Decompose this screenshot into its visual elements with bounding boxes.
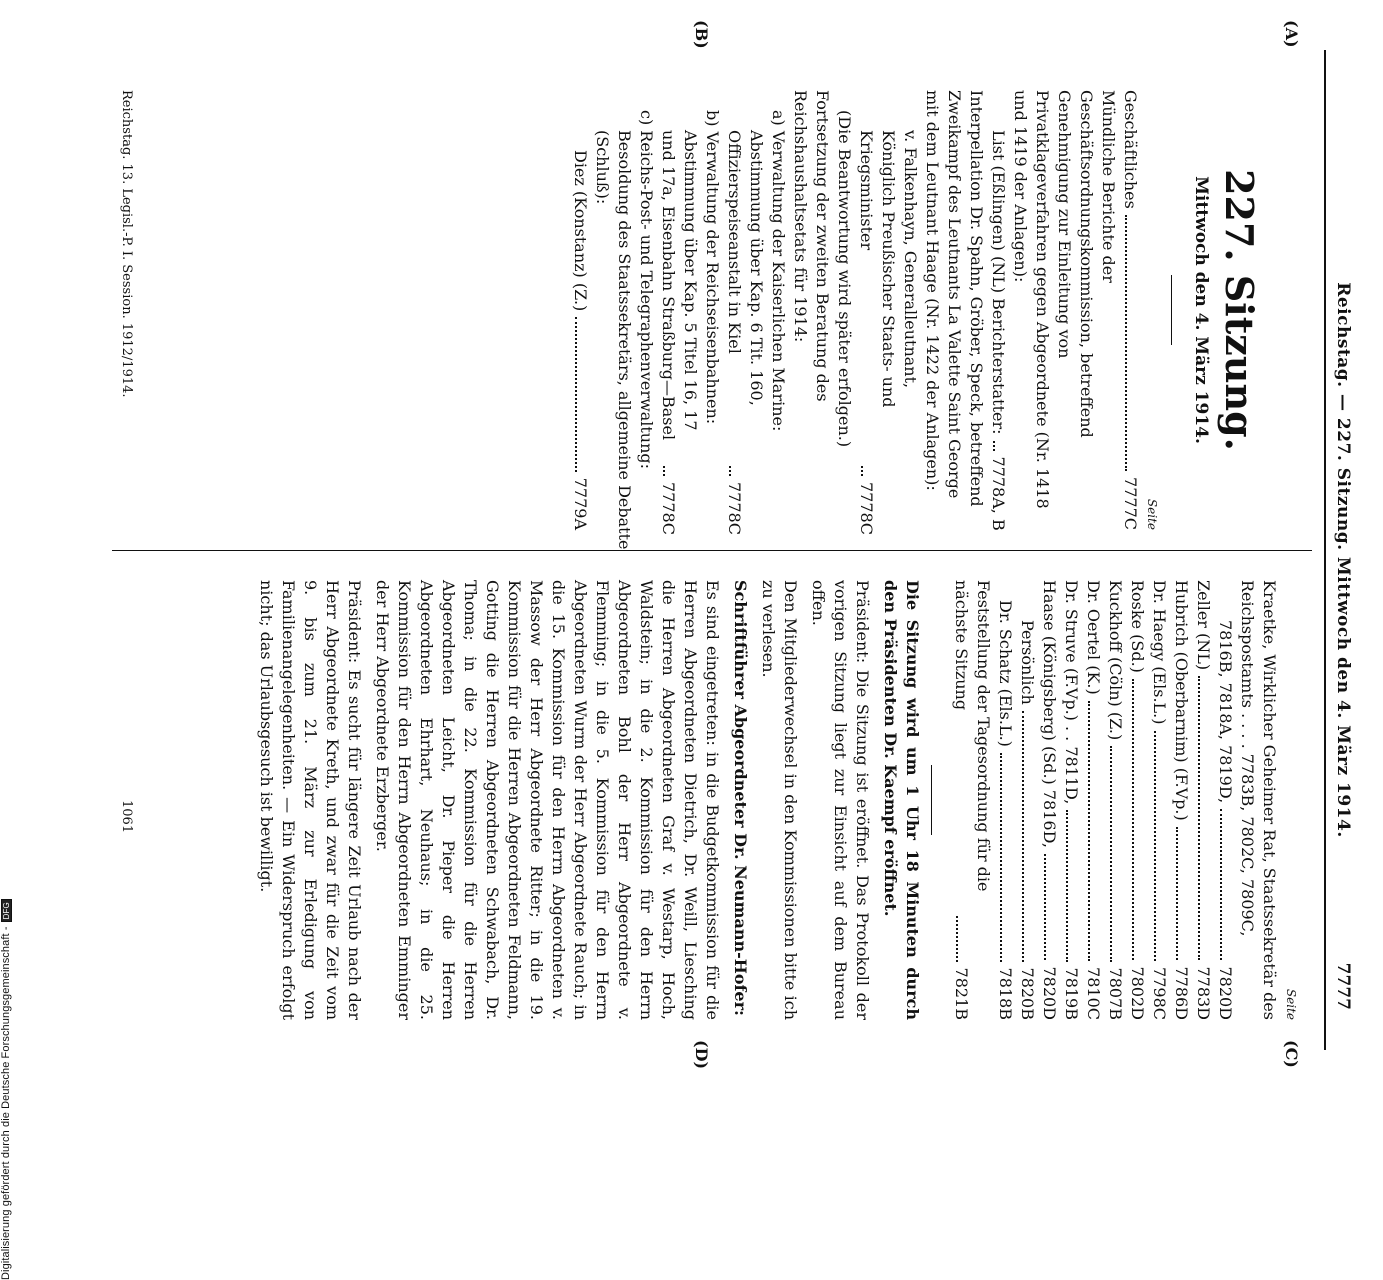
toc-left-entry <box>723 90 767 535</box>
header-rule <box>1324 50 1326 1050</box>
toc-right-entry-page: 7783D <box>1194 966 1213 1020</box>
toc-right-entry-page: 7819B <box>1062 967 1081 1020</box>
toc-left-entry <box>855 90 921 535</box>
toc-left-entry-text: Geschäftliches <box>1121 90 1140 209</box>
toc-left-entry-page: 7779A <box>571 477 590 530</box>
document-page <box>62 20 1362 1070</box>
toc-left-entry-text: c) Reichs-Post- und Telegraphenverwaltung: <box>637 110 656 470</box>
toc-left-entry-text: (Die Beantwortung wird später erfolgen.) <box>835 110 854 448</box>
leader-dots <box>1198 676 1200 960</box>
digitization-note-text: Digitalisierung gefördert durch die Deutsche Forschungsgemeinschaft - <box>0 926 12 1280</box>
toc-right-entry <box>1104 580 1126 1020</box>
toc-right-entry-page: 7807B <box>1106 967 1125 1020</box>
leader-dots <box>1176 827 1178 961</box>
toc-right-entry-text: Hubrich (Oberbarnim) (F.Vp.) <box>1172 580 1191 821</box>
leader-dots <box>1000 753 1002 962</box>
toc-left-entry-text: b) Verwaltung der Reichseisenbahnen: <box>703 110 722 425</box>
toc-left-entry-page: 7778A, B <box>989 456 1008 531</box>
toc-right-entry-text: 7816B, 7818A, 7819D, <box>1216 620 1235 804</box>
toc-right-entry-page: 7798C <box>1150 967 1169 1020</box>
toc-right-entry-text: Feststellung der Tagesordnung für die nächste Sitzung <box>952 580 993 892</box>
leader-dots <box>729 466 731 476</box>
toc-right-entry-text: Persönlich <box>1018 620 1037 705</box>
seite-label: Seite <box>1145 498 1159 530</box>
toc-left-entry-text: v. Falkenhayn, Generalleutnant, Königlich Preußischer Staats- und Kriegsminister <box>857 130 920 408</box>
toc-right-entry <box>1236 580 1280 1020</box>
toc-right-entry-text: Dr. Haegy (Els.L.) <box>1150 580 1169 725</box>
leader-dots <box>1125 215 1127 471</box>
toc-left-entry-text: Mündliche Berichte der Geschäftsordnungskommission, betreffend Genehmigung zur Einleitung von Privatklageverfahren gegen Abgeordnete (Nr. 1418 und 1419 der Anlagen): <box>1011 90 1118 509</box>
body-paragraph: Schriftführer Abgeordneter Dr. Neumann-Hofer: <box>731 580 750 1016</box>
toc-right-entry-page: 7821B <box>952 967 971 1020</box>
toc-right-entry-text: Zeller (NL) <box>1194 580 1213 671</box>
leader-dots <box>1066 810 1068 961</box>
leader-dots <box>1220 809 1222 960</box>
leader-dots <box>1088 701 1090 961</box>
toc-left-entry <box>657 90 701 535</box>
margin-marker-a: (A) <box>1282 20 1301 48</box>
seite-label-right: Seite <box>1284 988 1298 1020</box>
toc-left-entry-page: 7778C <box>857 482 876 535</box>
table-of-contents-right <box>950 580 1280 1020</box>
session-title: 227. Sitzung. <box>1217 169 1262 451</box>
margin-marker-c: (C) <box>1282 1040 1301 1068</box>
toc-right-entry <box>1016 580 1038 1020</box>
header-title: Reichstag. — 227. Sitzung. Mittwoch den 4. März 1914. <box>1333 282 1353 838</box>
toc-right-entry-page: 7820D <box>1040 966 1059 1020</box>
leader-dots <box>861 466 863 476</box>
title-rule <box>1171 275 1172 345</box>
toc-left-entry <box>635 90 657 530</box>
toc-right-entry <box>1060 580 1082 1020</box>
footer-session-info: Reichstag. 13. Legisl.-P. I. Session. 1912/1914. <box>119 90 134 398</box>
toc-left-entry-text: List (Eßlingen) (NL) Berichterstatter: <box>989 130 1008 435</box>
toc-right-entry-text: Kraetke, Wirklicher Geheimer Rat, Staatssekretär des Reichspostamts . . . . 7783B, 7802C, 7809C, <box>1238 580 1279 1020</box>
table-of-contents-left <box>569 90 1141 550</box>
margin-marker-b: (B) <box>692 20 711 49</box>
toc-left-entry <box>591 90 635 550</box>
toc-left-entry <box>921 90 987 530</box>
toc-right-entry <box>1148 580 1170 1020</box>
body-paragraph: Es sind eingetreten: in die Budgetkommission für die Herren Abgeordneten Dietrich, Dr. Weill, Liesching die Herren Abgeordneten Graf v. Westarp, Hoch, Waldstein; in die 2. Kommission für den Herrn Abgeordneten Bohl der Herr Abgeordnete v. Flemming; in die 5. Kommission für den Herrn Abgeordneten Wurm der Herr Abgeordnete Rauch; in die 15. Kommission für den Herrn Abgeordneten v. Massow der Herr Abgeordnete Ritter; in die 19. Kommission für die Herren Abgeordneten Feldmann, Gotting die Herren Abgeordneten Schwabach, Dr. Thoma; in die 22. Kommission für die Herren Abgeordneten Leicht, Dr. Pieper die Herren Abgeordneten Ehrhart, Neuhaus; in die 25. Kommission für den Herrn Abgeordneten Emminger der Herr Abgeordnete Erzberger. <box>373 580 722 1020</box>
toc-right-entry-text: Dr. Schatz (Els.L.) <box>996 600 1015 747</box>
toc-left-entry <box>833 90 855 530</box>
toc-left-entry <box>701 90 723 530</box>
leader-dots <box>993 441 995 451</box>
toc-right-entry <box>1214 580 1236 1020</box>
footer-sheet-number: 1061 <box>119 800 134 834</box>
toc-left-entry-page: 7777C <box>1121 477 1140 530</box>
left-column <box>569 90 1302 550</box>
toc-left-entry-text: Besoldung des Staatssekretärs, allgemeine Debatte (Schluß): <box>593 130 634 550</box>
toc-right-entry-page: 7820D <box>1216 966 1235 1020</box>
toc-left-entry <box>987 90 1009 530</box>
toc-right-entry <box>994 580 1016 1020</box>
toc-right-entry <box>1170 580 1192 1020</box>
toc-left-entry-text: Diez (Konstanz) (Z.) <box>571 150 590 312</box>
leader-dots <box>1044 854 1046 961</box>
column-divider <box>112 550 1312 551</box>
toc-right-entry <box>1082 580 1104 1020</box>
margin-marker-d: (D) <box>692 1040 711 1070</box>
digitization-note <box>0 320 20 1280</box>
toc-left-entry-text: Abstimmung über Kap. 5 Titel 16, 17 und 17a, Eisenbahn Straßburg—Basel <box>659 130 700 441</box>
toc-left-entry-text: Abstimmung über Kap. 6 Tit. 160, Offizierspeiseanstalt in Kiel <box>725 130 766 406</box>
session-body-text <box>255 580 923 1020</box>
toc-left-entry-page: 7778C <box>659 482 678 535</box>
running-header <box>1328 50 1354 1050</box>
dfg-logo: DFG <box>1 899 12 922</box>
body-paragraph: Den Mitgliederwechsel in den Kommissionen bitte ich zu verlesen. <box>759 580 800 1020</box>
leader-dots <box>1110 746 1112 961</box>
leader-dots <box>1154 731 1156 962</box>
body-paragraph: Die Sitzung wird um 1 Uhr 18 Minuten durch den Präsidenten Dr. Kaempf eröffnet. <box>881 580 922 1020</box>
toc-right-entry-page: 7820B <box>1018 967 1037 1020</box>
toc-right-entry-text: Haase (Königsberg) (Sd.) 7816D, <box>1040 580 1059 848</box>
leader-dots <box>1132 679 1134 961</box>
toc-right-entry-text: Roske (Sd.) <box>1128 580 1147 673</box>
toc-right-entry <box>1126 580 1148 1020</box>
toc-left-entry-text: Interpellation Dr. Spahn, Gröber, Speck, betreffend Zweikampf des Leutnants La Valette Saint George mit dem Leutnant Haage (Nr. 1422 der Anlagen): <box>923 90 986 507</box>
leader-dots <box>663 466 665 476</box>
toc-left-entry-text: Fortsetzung der zweiten Beratung des Reichshaushaltsetats für 1914: <box>791 90 832 402</box>
toc-left-entry <box>1119 90 1141 530</box>
toc-end-rule <box>931 765 932 835</box>
toc-right-entry <box>1192 580 1214 1020</box>
body-paragraph: Präsident: Die Sitzung ist eröffnet. Das Protokoll der vorigen Sitzung liegt zur Einsicht auf dem Bureau offen. <box>809 580 872 1020</box>
session-date: Mittwoch den 4. März 1914. <box>1191 176 1211 444</box>
toc-right-entry-page: 7818B <box>996 967 1015 1020</box>
right-column <box>249 580 1302 1020</box>
toc-left-entry-page: 7778C <box>725 482 744 535</box>
toc-right-entry-text: Dr. Struve (F.Vp.) . . 7811D, <box>1062 580 1081 805</box>
toc-right-entry <box>950 580 994 1020</box>
toc-left-entry <box>767 90 789 530</box>
header-page-number: 7777 <box>1333 962 1353 1010</box>
body-paragraph: Präsident: Es sucht für längere Zeit Urlaub nach der Herr Abgeordnete Kreth, und zwar für die Zeit vom 9. bis zum 21. März zur Erledigung von Familienangelegenheiten. — Ein Widerspruch erfolgt nicht; das Urlaubsgesuch ist bewilligt. <box>257 580 364 1020</box>
toc-right-entry <box>1038 580 1060 1020</box>
toc-left-entry <box>569 90 591 530</box>
leader-dots <box>956 916 958 962</box>
toc-right-entry-page: 7802D <box>1128 966 1147 1020</box>
leader-dots <box>575 317 577 471</box>
toc-left-entry <box>789 90 833 530</box>
toc-right-entry-text: Kuckhoff (Cöln) (Z.) <box>1106 580 1125 741</box>
toc-left-entry-text: a) Verwaltung der Kaiserlichen Marine: <box>769 110 788 432</box>
toc-right-entry-text: Dr. Oertel (K.) <box>1084 580 1103 695</box>
toc-right-entry-page: 7810C <box>1084 967 1103 1020</box>
toc-right-entry-page: 7786D <box>1172 966 1191 1020</box>
leader-dots <box>1022 711 1024 962</box>
toc-left-entry <box>1009 90 1119 530</box>
